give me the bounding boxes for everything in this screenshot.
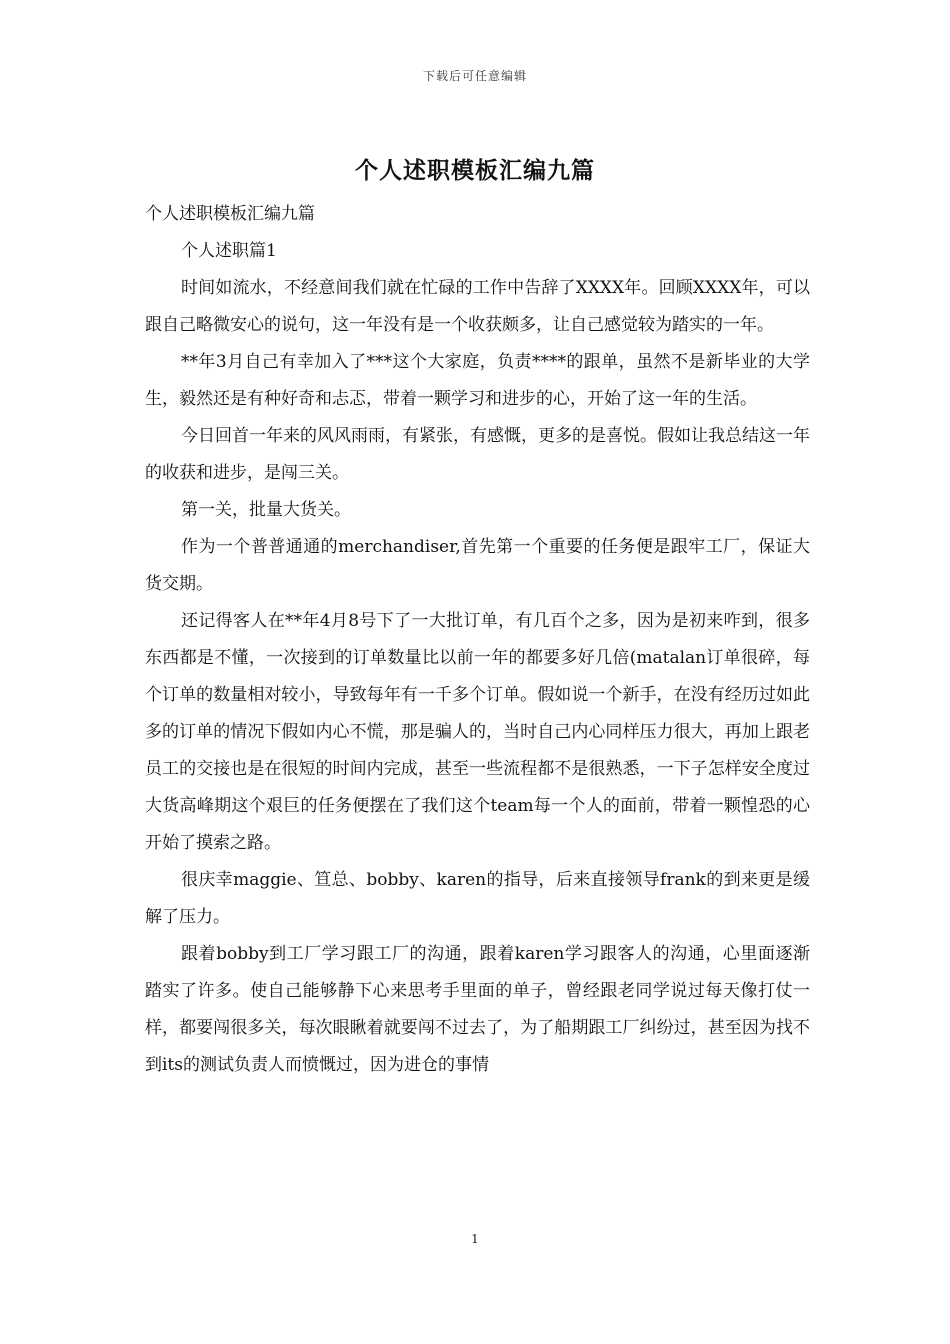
paragraph: 跟着bobby到工厂学习跟工厂的沟通，跟着karen学习跟客人的沟通，心里面逐渐踏实了许多。使自己能够静下心来思考手里面的单子，曾经跟老同学说过每天像打仗一样，都要闯很多关，每次眼瞅着就要闯不过去了，为了船期跟工厂纠纷过，甚至因为找不到its的测试负责人而愤慨过，因为进仓的事情 xyxy=(145,944,810,1075)
paragraph-section-heading: 个人述职篇1 xyxy=(181,241,277,261)
paragraph: 很庆幸maggie、笪总、bobby、karen的指导，后来直接领导frank的到来更是缓解了压力。 xyxy=(145,870,810,927)
paragraph: **年3月自己有幸加入了***这个大家庭，负责****的跟单，虽然不是新毕业的大学生，毅然还是有种好奇和忐忑，带着一颗学习和进步的心，开始了这一年的生活。 xyxy=(145,352,810,409)
document-body xyxy=(145,196,810,1084)
document-title: 个人述职模板汇编九篇 xyxy=(355,157,595,184)
paragraph: 第一关，批量大货关。 xyxy=(181,500,351,520)
paragraph-subtitle: 个人述职模板汇编九篇 xyxy=(145,204,315,224)
paragraph: 今日回首一年来的风风雨雨，有紧张，有感慨，更多的是喜悦。假如让我总结这一年的收获和进步，是闯三关。 xyxy=(145,426,810,483)
header-note: 下载后可任意编辑 xyxy=(422,69,527,83)
paragraph: 时间如流水，不经意间我们就在忙碌的工作中告辞了XXXX年。回顾XXXX年，可以跟自己略微安心的说句，这一年没有是一个收获颇多，让自己感觉较为踏实的一年。 xyxy=(145,278,810,335)
paragraph: 作为一个普普通通的merchandiser,首先第一个重要的任务便是跟牢工厂，保证大货交期。 xyxy=(145,537,810,594)
paragraph: 还记得客人在**年4月8号下了一大批订单，有几百个之多，因为是初来咋到，很多东西都是不懂，一次接到的订单数量比以前一年的都要多好几倍(matalan订单很碎，每个订单的数量相对较小，导致每年有一千多个订单。假如说一个新手，在没有经历过如此多的订单的情况下假如内心不慌，那是骗人的，当时自己内心同样压力很大，再加上跟老员工的交接也是在很短的时间内完成，甚至一些流程都不是很熟悉，一下子怎样安全度过大货高峰期这个艰巨的任务便摆在了我们这个team每一个人的面前，带着一颗惶恐的心开始了摸索之路。 xyxy=(145,611,810,853)
page-number: 1 xyxy=(471,1232,479,1246)
